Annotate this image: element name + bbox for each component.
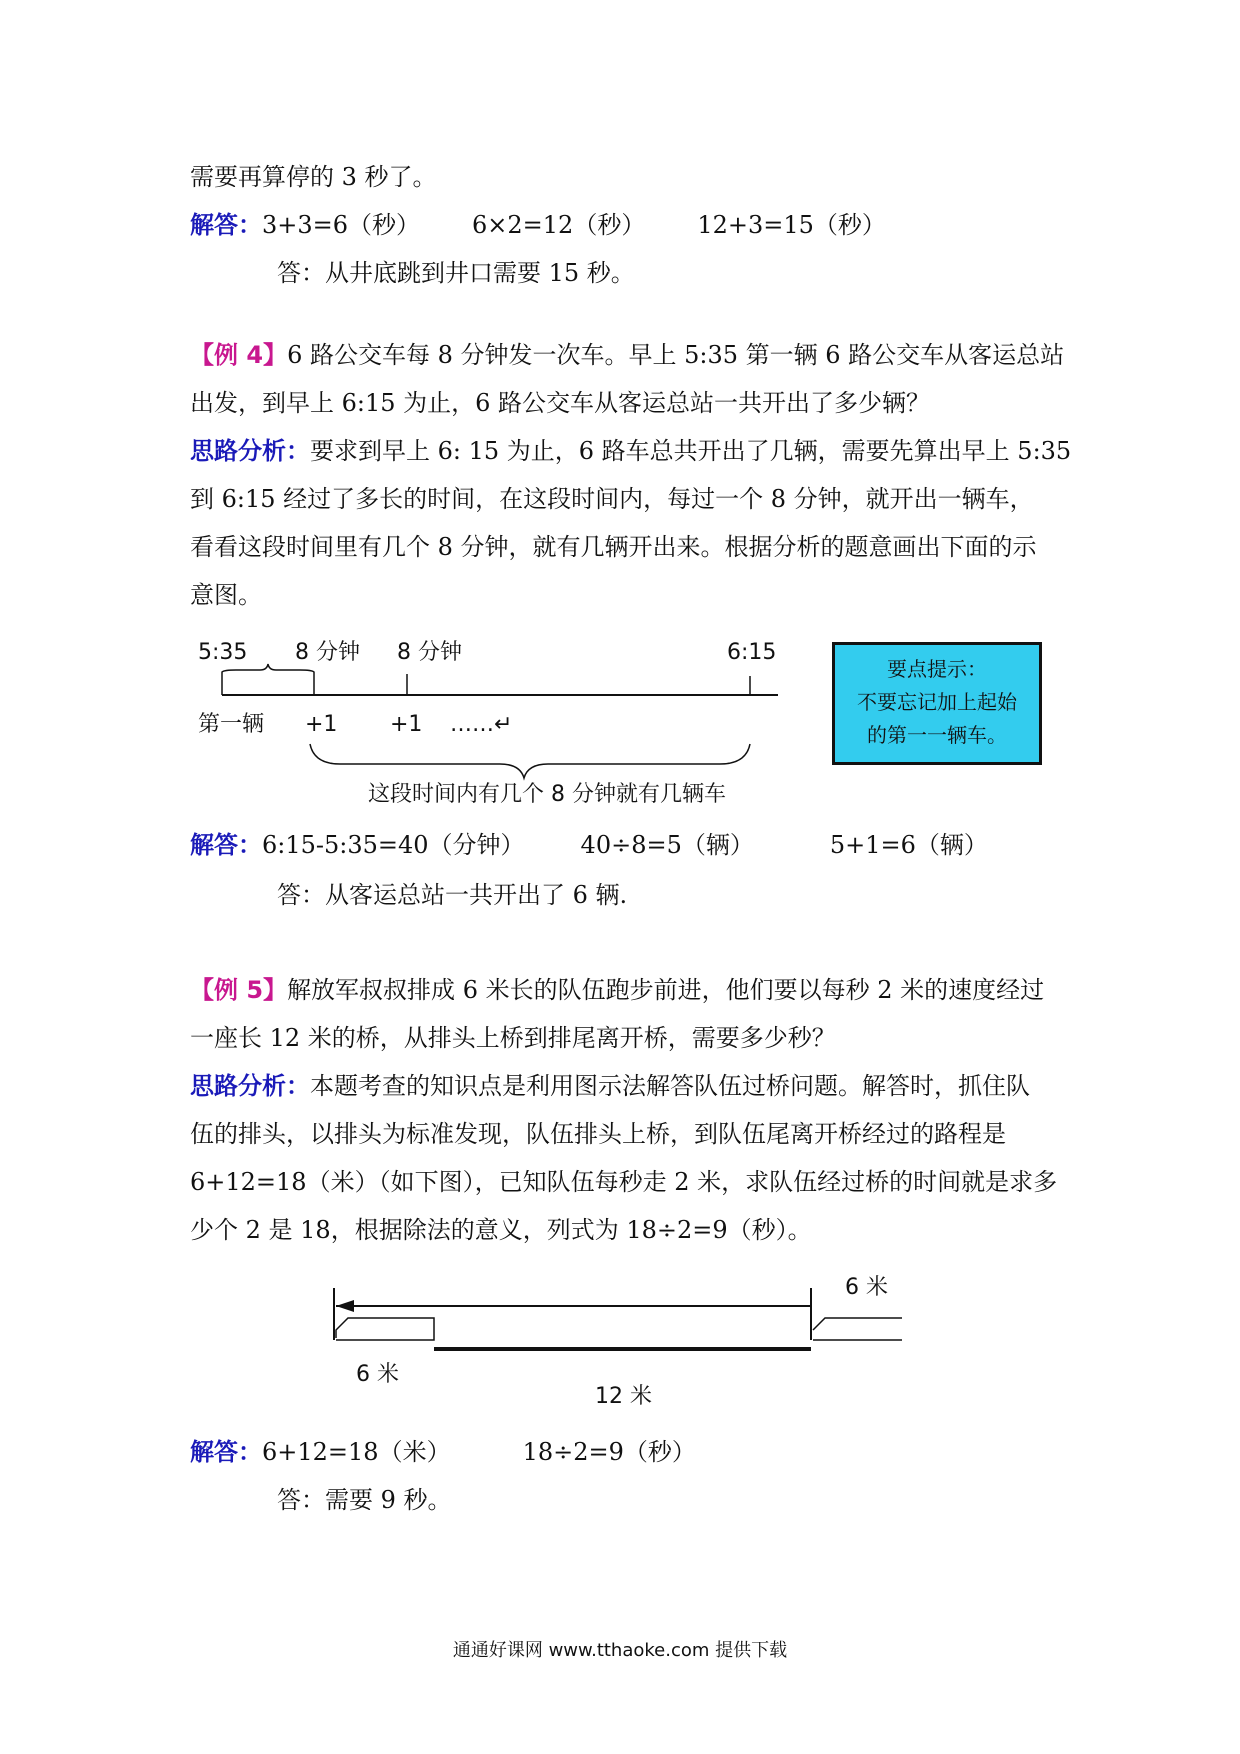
tip-text: 的第一一辆车。 — [867, 723, 1007, 747]
answer-label: 解答： — [190, 1438, 262, 1466]
example-label: 【例 4】 — [190, 341, 288, 369]
plus-one-label: +1 — [305, 712, 338, 737]
first-bus-label: 第一辆 — [198, 712, 265, 737]
tip-text: 不要忘记加上起始 — [857, 690, 1017, 714]
calc: 40÷8=5（辆） — [580, 831, 754, 859]
troop-shape-start — [336, 1318, 434, 1340]
text-line: 一座长 12 米的桥，从排头上桥到排尾离开桥，需要多少秒？ — [190, 1024, 836, 1052]
question-text: 6 路公交车每 8 分钟发一次车。早上 5:35 第一辆 6 路公交车从客运总站 — [287, 341, 1065, 369]
question-text: 解放军叔叔排成 6 米长的队伍跑步前进，他们要以每秒 2 米的速度经过 — [287, 976, 1045, 1004]
length-label: 6 米 — [845, 1275, 888, 1300]
text-line: 6+12=18（米）（如下图），已知队伍每秒走 2 米，求队伍经过桥的时间就是求多 — [190, 1168, 1058, 1196]
plus-one-label: +1 — [390, 712, 423, 737]
answer-text: 答：从客运总站一共开出了 6 辆. — [277, 881, 628, 909]
calc: 12+3=15（秒） — [697, 211, 886, 239]
ellipsis-label: ……↵ — [450, 712, 513, 737]
start-time-label: 5:35 — [198, 640, 248, 665]
calc: 6:15-5:35=40（分钟） — [262, 831, 525, 859]
answer-text: 答：从井底跳到井口需要 15 秒。 — [277, 259, 635, 287]
text-line: 看看这段时间里有几个 8 分钟，就有几辆开出来。根据分析的题意画出下面的示 — [190, 533, 1037, 561]
text-line: 少个 2 是 18，根据除法的意义，列式为 18÷2=9（秒）。 — [190, 1216, 812, 1244]
interval-label: 8 分钟 — [397, 640, 462, 665]
calc: 5+1=6（辆） — [829, 831, 988, 859]
interval-label: 8 分钟 — [295, 640, 360, 665]
answer-label: 解答： — [190, 211, 262, 239]
troop-shape-end — [813, 1318, 902, 1330]
analysis-text: 本题考查的知识点是利用图示法解答队伍过桥问题。解答时，抓住队 — [310, 1072, 1030, 1100]
analysis-label: 思路分析： — [190, 1072, 310, 1100]
answer-line-ex5 — [190, 1437, 696, 1467]
text-line: 需要再算停的 3 秒了。 — [190, 163, 437, 191]
tip-title: 要点提示： — [887, 657, 987, 681]
calc: 6×2=12（秒） — [472, 211, 646, 239]
bridge-length-label: 12 米 — [595, 1384, 652, 1409]
text-line: 意图。 — [190, 581, 262, 609]
calc: 18÷2=9（秒） — [522, 1438, 696, 1466]
answer-text: 答：需要 9 秒。 — [277, 1486, 452, 1514]
text-line: 出发，到早上 6:15 为止，6 路公交车从客运总站一共开出了多少辆？ — [190, 389, 931, 417]
calc: 6+12=18（米） — [262, 1438, 451, 1466]
arrow-head — [336, 1300, 354, 1312]
calc: 3+3=6（秒） — [262, 211, 421, 239]
example-label: 【例 5】 — [190, 976, 288, 1004]
text-line: 伍的排头，以排头为标准发现，队伍排头上桥，到队伍尾离开桥经过的路程是 — [190, 1120, 1006, 1148]
analysis-text: 要求到早上 6: 15 为止，6 路车总共开出了几辆，需要先算出早上 5:35 — [310, 437, 1072, 465]
diagram-caption: 这段时间内有几个 8 分钟就有几辆车 — [368, 782, 726, 807]
length-label: 6 米 — [356, 1362, 399, 1387]
answer-label: 解答： — [190, 831, 262, 859]
text-line: 到 6:15 经过了多长的时间，在这段时间内，每过一个 8 分钟，就开出一辆车， — [190, 485, 1034, 513]
analysis-label: 思路分析： — [190, 437, 310, 465]
end-time-label: 6:15 — [727, 640, 777, 665]
page-footer: 通通好课网 www.tthaoke.com 提供下载 — [452, 1640, 788, 1661]
